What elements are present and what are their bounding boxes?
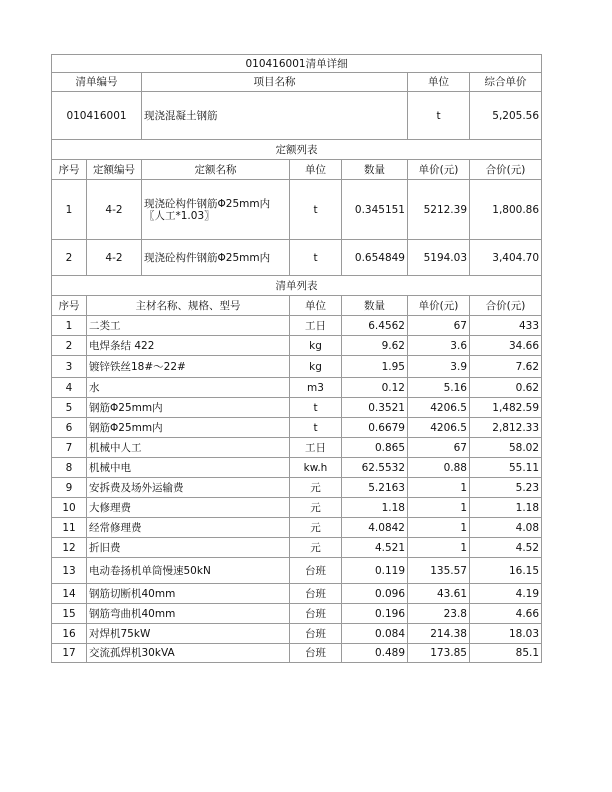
quota-qty: 0.654849 [342, 240, 408, 276]
material-price: 23.8 [408, 604, 470, 624]
bill-detail-sheet [51, 54, 541, 663]
quota-total: 3,404.70 [470, 240, 542, 276]
material-unit: 元 [290, 538, 342, 558]
material-seq: 9 [52, 478, 87, 498]
material-price: 67 [408, 438, 470, 458]
material-qty: 0.489 [342, 644, 408, 663]
material-unit: kw.h [290, 458, 342, 478]
material-price: 3.9 [408, 356, 470, 378]
material-unit: t [290, 418, 342, 438]
quota-row [52, 240, 542, 276]
material-total: 16.15 [470, 558, 542, 584]
material-total: 1,482.59 [470, 398, 542, 418]
quota-seq: 2 [52, 240, 87, 276]
material-unit: 工日 [290, 316, 342, 336]
material-unit: 工日 [290, 438, 342, 458]
material-name: 钢筋Φ25mm内 [87, 418, 290, 438]
material-total: 5.23 [470, 478, 542, 498]
quota-qty: 0.345151 [342, 180, 408, 240]
material-unit: m3 [290, 378, 342, 398]
material-qty: 0.084 [342, 624, 408, 644]
material-unit: 台班 [290, 584, 342, 604]
materials-header-row [52, 296, 542, 316]
material-seq: 4 [52, 378, 87, 398]
materials-header-total: 合价(元) [470, 296, 542, 316]
detail-title: 010416001清单详细 [52, 55, 542, 73]
material-seq: 14 [52, 584, 87, 604]
material-unit: 台班 [290, 604, 342, 624]
quota-price: 5212.39 [408, 180, 470, 240]
material-seq: 5 [52, 398, 87, 418]
material-qty: 0.119 [342, 558, 408, 584]
detail-header-row [52, 73, 542, 92]
material-name: 大修理费 [87, 498, 290, 518]
material-row [52, 438, 542, 458]
header-item-name: 项目名称 [142, 73, 408, 92]
material-total: 34.66 [470, 336, 542, 356]
material-price: 1 [408, 478, 470, 498]
material-name: 机械中电 [87, 458, 290, 478]
materials-header-name: 主材名称、规格、型号 [87, 296, 290, 316]
item-name: 现浇混凝土钢筋 [142, 92, 408, 140]
material-name: 安拆费及场外运输费 [87, 478, 290, 498]
materials-title-row [52, 276, 542, 296]
material-price: 4206.5 [408, 418, 470, 438]
material-qty: 4.521 [342, 538, 408, 558]
quota-row [52, 180, 542, 240]
material-row [52, 458, 542, 478]
header-unit-price: 综合单价 [470, 73, 542, 92]
material-name: 钢筋弯曲机40mm [87, 604, 290, 624]
material-seq: 7 [52, 438, 87, 458]
material-row [52, 584, 542, 604]
material-price: 5.16 [408, 378, 470, 398]
material-name: 经常修理费 [87, 518, 290, 538]
material-total: 433 [470, 316, 542, 336]
detail-item-row [52, 92, 542, 140]
material-name: 钢筋切断机40mm [87, 584, 290, 604]
material-qty: 6.4562 [342, 316, 408, 336]
material-price: 4206.5 [408, 398, 470, 418]
material-total: 4.19 [470, 584, 542, 604]
quota-code: 4-2 [87, 240, 142, 276]
quota-header-total: 合价(元) [470, 160, 542, 180]
material-qty: 1.18 [342, 498, 408, 518]
material-name: 对焊机75kW [87, 624, 290, 644]
material-seq: 13 [52, 558, 87, 584]
material-price: 135.57 [408, 558, 470, 584]
quota-unit: t [290, 240, 342, 276]
material-qty: 5.2163 [342, 478, 408, 498]
quota-name: 现浇砼构件钢筋Φ25mm内〖人工*1.03〗 [142, 180, 290, 240]
material-price: 0.88 [408, 458, 470, 478]
quota-header-code: 定额编号 [87, 160, 142, 180]
material-qty: 0.3521 [342, 398, 408, 418]
material-total: 18.03 [470, 624, 542, 644]
material-unit: 台班 [290, 624, 342, 644]
material-seq: 10 [52, 498, 87, 518]
item-unit-price: 5,205.56 [470, 92, 542, 140]
material-row [52, 498, 542, 518]
material-seq: 6 [52, 418, 87, 438]
header-bill-code: 清单编号 [52, 73, 142, 92]
material-seq: 15 [52, 604, 87, 624]
materials-header-price: 单价(元) [408, 296, 470, 316]
material-unit: 元 [290, 518, 342, 538]
material-seq: 11 [52, 518, 87, 538]
material-qty: 0.6679 [342, 418, 408, 438]
material-name: 电动卷扬机单筒慢速50kN [87, 558, 290, 584]
material-total: 2,812.33 [470, 418, 542, 438]
material-total: 4.52 [470, 538, 542, 558]
material-qty: 0.12 [342, 378, 408, 398]
material-price: 1 [408, 538, 470, 558]
quota-header-seq: 序号 [52, 160, 87, 180]
quota-total: 1,800.86 [470, 180, 542, 240]
materials-body [52, 316, 542, 663]
material-price: 1 [408, 498, 470, 518]
material-name: 镀锌铁丝18#～22# [87, 356, 290, 378]
material-total: 7.62 [470, 356, 542, 378]
material-row [52, 398, 542, 418]
quota-seq: 1 [52, 180, 87, 240]
material-unit: 台班 [290, 558, 342, 584]
material-name: 二类工 [87, 316, 290, 336]
material-unit: 台班 [290, 644, 342, 663]
material-qty: 9.62 [342, 336, 408, 356]
material-seq: 17 [52, 644, 87, 663]
material-price: 1 [408, 518, 470, 538]
item-code: 010416001 [52, 92, 142, 140]
material-qty: 62.5532 [342, 458, 408, 478]
materials-header-seq: 序号 [52, 296, 87, 316]
material-seq: 12 [52, 538, 87, 558]
quota-title: 定额列表 [52, 140, 542, 160]
quota-header-price: 单价(元) [408, 160, 470, 180]
material-total: 4.08 [470, 518, 542, 538]
material-name: 交流孤焊机30kVA [87, 644, 290, 663]
detail-title-row [52, 55, 542, 73]
material-unit: 元 [290, 498, 342, 518]
material-seq: 8 [52, 458, 87, 478]
materials-header-unit: 单位 [290, 296, 342, 316]
bill-detail-table [51, 54, 542, 663]
material-row [52, 478, 542, 498]
material-price: 3.6 [408, 336, 470, 356]
material-row [52, 624, 542, 644]
material-row [52, 378, 542, 398]
material-row [52, 418, 542, 438]
quota-title-row [52, 140, 542, 160]
quota-price: 5194.03 [408, 240, 470, 276]
header-unit: 单位 [408, 73, 470, 92]
quota-header-name: 定额名称 [142, 160, 290, 180]
materials-title: 清单列表 [52, 276, 542, 296]
quota-unit: t [290, 180, 342, 240]
quota-header-row [52, 160, 542, 180]
materials-header-qty: 数量 [342, 296, 408, 316]
material-total: 4.66 [470, 604, 542, 624]
material-total: 58.02 [470, 438, 542, 458]
material-unit: kg [290, 336, 342, 356]
material-unit: 元 [290, 478, 342, 498]
material-qty: 1.95 [342, 356, 408, 378]
material-seq: 1 [52, 316, 87, 336]
material-row [52, 538, 542, 558]
material-price: 173.85 [408, 644, 470, 663]
material-unit: kg [290, 356, 342, 378]
material-row [52, 356, 542, 378]
quota-header-qty: 数量 [342, 160, 408, 180]
material-row [52, 518, 542, 538]
material-qty: 4.0842 [342, 518, 408, 538]
material-total: 1.18 [470, 498, 542, 518]
material-name: 电焊条结 422 [87, 336, 290, 356]
material-total: 0.62 [470, 378, 542, 398]
material-price: 43.61 [408, 584, 470, 604]
material-row [52, 336, 542, 356]
material-price: 67 [408, 316, 470, 336]
material-name: 水 [87, 378, 290, 398]
material-price: 214.38 [408, 624, 470, 644]
material-seq: 16 [52, 624, 87, 644]
material-row [52, 604, 542, 624]
material-name: 钢筋Φ25mm内 [87, 398, 290, 418]
material-name: 折旧费 [87, 538, 290, 558]
material-seq: 3 [52, 356, 87, 378]
material-row [52, 644, 542, 663]
material-total: 85.1 [470, 644, 542, 663]
material-seq: 2 [52, 336, 87, 356]
quota-code: 4-2 [87, 180, 142, 240]
material-qty: 0.865 [342, 438, 408, 458]
material-unit: t [290, 398, 342, 418]
material-row [52, 316, 542, 336]
material-qty: 0.096 [342, 584, 408, 604]
material-name: 机械中人工 [87, 438, 290, 458]
quota-name: 现浇砼构件钢筋Φ25mm内 [142, 240, 290, 276]
material-qty: 0.196 [342, 604, 408, 624]
quota-header-unit: 单位 [290, 160, 342, 180]
material-row [52, 558, 542, 584]
item-unit: t [408, 92, 470, 140]
material-total: 55.11 [470, 458, 542, 478]
